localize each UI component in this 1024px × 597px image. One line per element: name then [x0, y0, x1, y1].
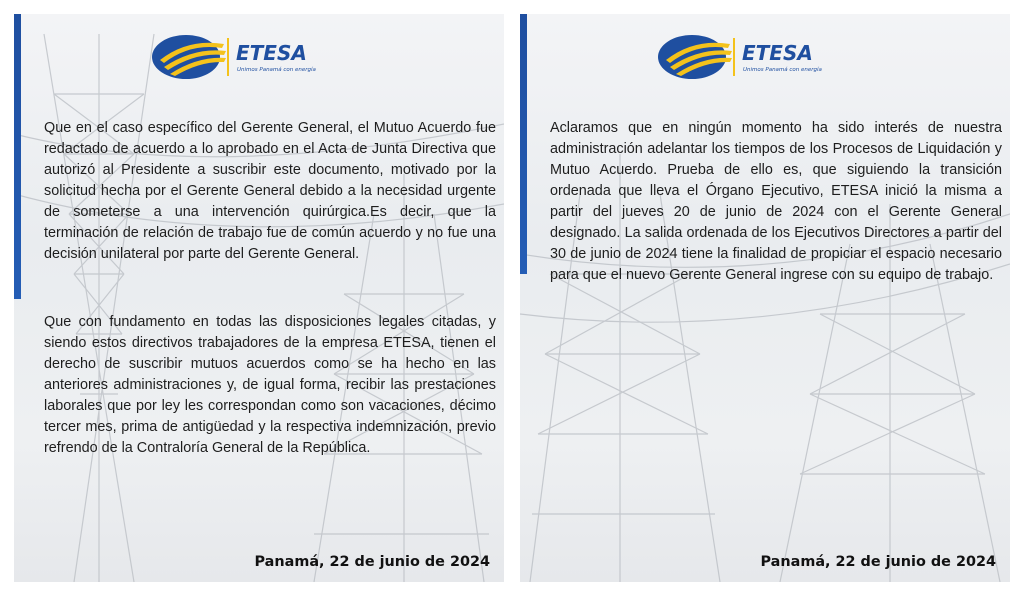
left-paragraph-2: Que con fundamento en todas las disposiciones legales citadas, y siendo estos directivos trabajadores de la empresa ETESA, tienen el derecho de suscribir mutuos acuerdos como se ha hecho en las anteriores administraciones y, de igual forma, recibir las prestaciones laborales que por ley les correspondan como son vacaciones, décimo tercer mes, prima de antigüedad y la respectiva indemnización, previo refrendo de la Contraloría General de la República.: [44, 314, 496, 456]
right-date: Panamá, 22 de junio de 2024: [760, 554, 996, 570]
logo-wordmark: ETESA: [742, 41, 813, 65]
left-accent-bar: [14, 14, 21, 299]
power-tower-background: [520, 14, 1010, 582]
left-paragraph-1: Que en el caso específico del Gerente General, el Mutuo Acuerdo fue redactado de acuerdo a lo aprobado en el Acta de Junta Directiva que autorizó al Presidente a suscribir este documento, motivado por la solicitud hecha por el Gerente General debido a la necesidad urgente de someterse a una intervención quirúrgica.Es decir, que la terminación de relación de trabajo fue de común acuerdo y no fue una decisión unilateral por parte del Gerente General.: [44, 120, 496, 262]
power-tower-background: [14, 14, 504, 582]
logo-wordmark: ETESA: [236, 41, 307, 65]
right-accent-bar: [520, 14, 527, 274]
right-paragraph-1: Aclaramos que en ningún momento ha sido interés de nuestra administración adelantar los tiempos de los Procesos de Liquidación y Mutuo Acuerdo. Prueba de ello es, que siguiendo la transición ordenada que lleva el Órgano Ejecutivo, ETESA inició la misma a partir del jueves 20 de junio de 2024 con el Gerente General designado. La salida ordenada de los Ejecutivos Directores a partir del 30 de junio de 2024 tiene la finalidad de propiciar el espacio necesario para que el nuevo Gerente General ingrese con su equipo de trabajo.: [550, 120, 1002, 283]
etesa-logo: [654, 30, 854, 84]
left-date: Panamá, 22 de junio de 2024: [254, 554, 490, 570]
left-panel: [14, 14, 504, 582]
right-panel: [520, 14, 1010, 582]
etesa-logo: [148, 30, 348, 84]
logo-tagline: Unimos Panamá con energía: [743, 67, 822, 73]
logo-tagline: Unimos Panamá con energía: [237, 67, 316, 73]
